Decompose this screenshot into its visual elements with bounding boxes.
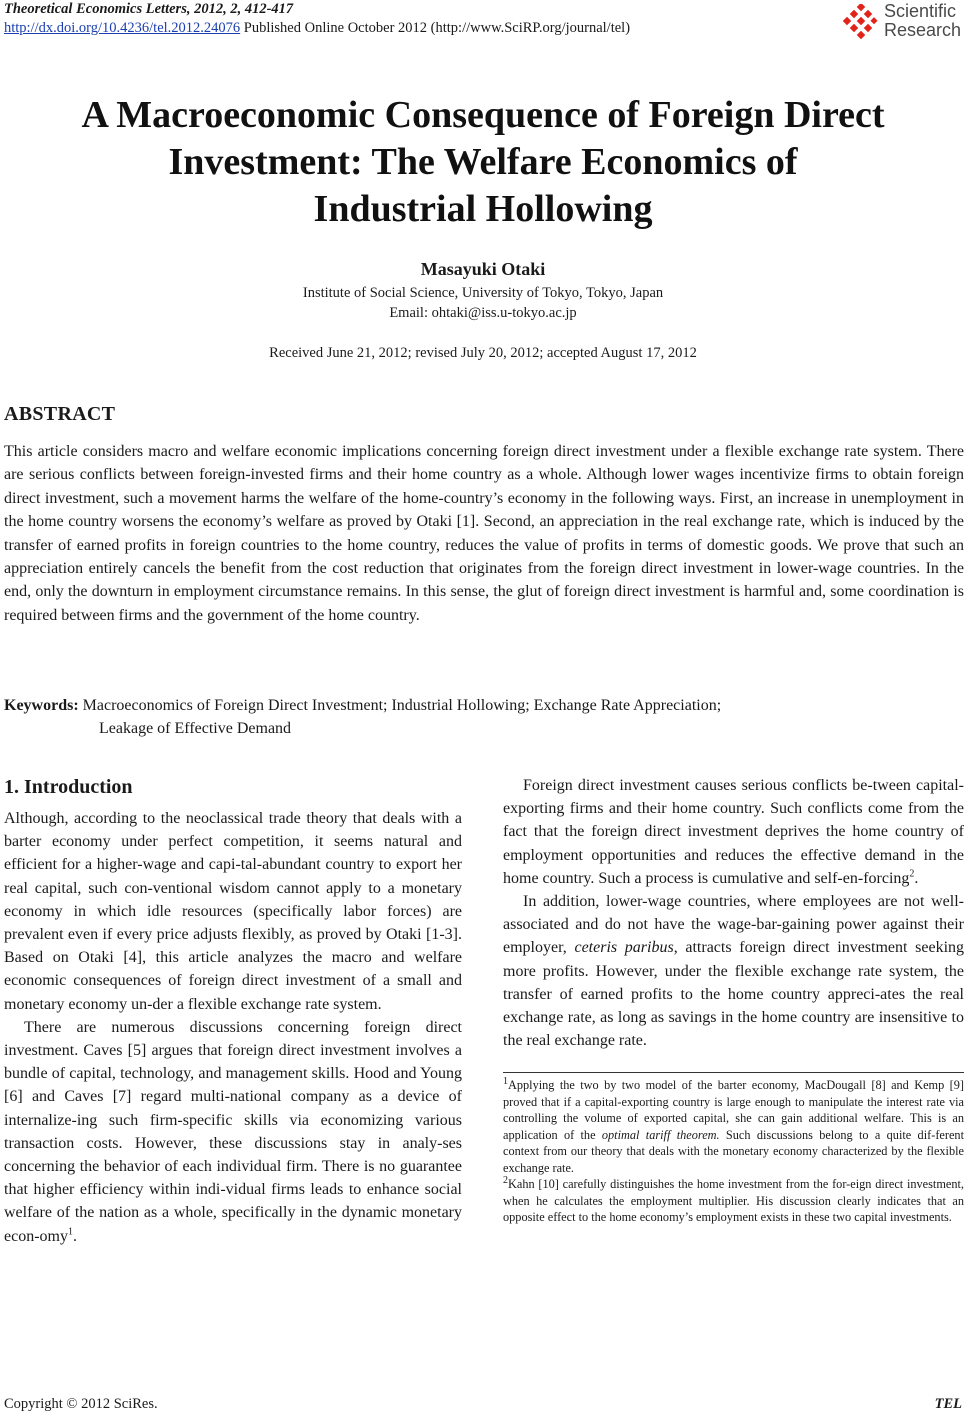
- scientific-research-logo: [842, 2, 962, 42]
- title-line: Investment: The Welfare Economics of: [168, 141, 798, 183]
- author-email: Email: ohtaki@iss.u-tokyo.ac.jp: [389, 305, 577, 321]
- logo-line-research: Research: [884, 20, 962, 40]
- abstract-text: This article considers macro and welfare economic implications concerning foreign direct investment under a flexible exchange rate system. There are serious conflicts between foreign-invested firms and their home country as a whole. Although lower wages incentivize firms to obtain foreign direct investment, such a movement harms the welfare of the home-country’s economy in the following ways. First, an increase in unemployment in the home country worsens the economy’s welfare as proved by Otaki [1]. Second, an appreciation in the real exchange rate, which is induced by the transfer of earned profits in foreign countries to the home country, reduces the value of profits in terms of domestic goods. We prove that such an appreciation entirely cancels the benefit from the cost reduction that originates from the foreign direct investment in lower-wage countries. In the end, only the downturn in employment circumstance remains. In this sense, the glut of foreign direct investment is harmful and, some coordination is required between firms and the government of the home country.: [4, 443, 964, 624]
- footnote-ref-2[interactable]: 2: [909, 868, 915, 880]
- journal-header: [4, 0, 630, 38]
- intro-paragraph-3-end: .: [914, 869, 919, 887]
- intro-paragraph-1: Although, according to the neoclassical trade theory that deals with a barter economy under perfect competition, it seems natural and efficient for a higher-wage and capi-tal-abundant country to export her real capital, such con-ventional wisdom cannot apply to a monetary economy in which idle resources (specifically labor forces) are prevalent even if every price adjusts flexibly, as proved by Otaki [1-3]. Based on Otaki [4], this article analyzes the macro and welfare economic consequences of foreign direct investment of a small and monetary economy un-der a flexible exchange rate system.: [4, 810, 462, 1013]
- journal-abbreviation: TEL: [934, 1396, 962, 1412]
- section-heading-introduction: 1. Introduction: [4, 776, 133, 798]
- right-column: [503, 774, 964, 1052]
- title-line: Industrial Hollowing: [313, 188, 653, 230]
- abstract-heading: ABSTRACT: [4, 403, 116, 425]
- logo-wordmark: [884, 2, 961, 40]
- keywords: [4, 694, 964, 737]
- author-name: Masayuki Otaki: [420, 259, 546, 279]
- journal-citation: Theoretical Economics Letters, 2012, 2, 412-417: [4, 1, 294, 17]
- keywords-line-2: Leakage of Effective Demand: [99, 720, 292, 737]
- ceteris-paribus-italic: ceteris paribus: [574, 939, 674, 957]
- doi-line: [4, 19, 630, 38]
- keywords-label: Keywords:: [4, 697, 79, 714]
- intro-paragraph-4-text-b: , attracts foreign direct investment seeking more profits. However, under the flexible exchange rate system, the transfer of earned profits to the home country appreci-ates the real exchange rate, as long as savings in the home country are insensitive to the real exchange rate.: [503, 939, 965, 1050]
- doi-link[interactable]: http://dx.doi.org/10.4236/tel.2012.24076: [4, 20, 241, 36]
- published-text: Published Online October 2012 (http://www.SciRP.org/journal/tel): [240, 20, 631, 36]
- logo-line-scientific: Scientific: [884, 1, 957, 21]
- intro-paragraph-2-text: There are numerous discussions concerning foreign direct investment. Caves [5] argues that foreign direct investment involves a bundle of capital, technology, and management skills. Hood and Young [6] and Caves [7] regard multi-national company as a device of internalize-ing such firm-specific skills via economizing various transaction costs. However, these discussions stay in analy-ses concerning the behavior of each individual firm. There is no guarantee that higher efficiency within indi-vidual firms leads to enhance social welfare of the nation as a whole, specifically in the dynamic monetary econ-omy: [4, 1018, 462, 1245]
- intro-paragraph-4: [503, 890, 964, 1052]
- paper-title: [40, 92, 926, 233]
- intro-paragraph-3-text: Foreign direct investment causes serious conflicts be-tween capital-exporting firms and their home country. Such conflicts come from the fact that the foreign direct investment deprives the home country of employment opportunities and reduces the effective demand in the home country. Such a process is cumulative and self-en-forcing: [503, 777, 964, 887]
- intro-paragraph-4-text-a: In addition, lower-wage countries, where employees are not well-associated and do not have the wage-bar-gaining power against their employer,: [503, 893, 964, 957]
- left-column: [4, 774, 462, 1248]
- title-line: A Macroeconomic Consequence of Foreign Direct: [81, 94, 885, 136]
- author-affiliation: [0, 283, 966, 323]
- footnote-1-text-a: Applying the two by two model of the barter economy, MacDougall [8] and Kemp [9] proved that if a capital-exporting country is large enough to manipulate the interest rate via controlling the volume of exported capital, she can gain additional welfare. This is an application of the: [503, 1078, 964, 1142]
- copyright-notice: Copyright © 2012 SciRes.: [4, 1396, 158, 1412]
- keywords-line-1: Macroeconomics of Foreign Direct Investment; Industrial Hollowing; Exchange Rate Appreciation;: [78, 697, 722, 714]
- affiliation-text: Institute of Social Science, University of Tokyo, Tokyo, Japan: [302, 285, 664, 301]
- footnote-1-italic: optimal tariff theorem.: [601, 1127, 720, 1142]
- intro-paragraph-2-end: .: [72, 1227, 77, 1245]
- intro-paragraph-3: [503, 774, 964, 890]
- footnote-2-text: Kahn [10] carefully distinguishes the home investment from the for-eign direct investment, when he calculates the employment multiplier. His discussion clearly indicates that an opposite effect to the home economy’s employment exists in these two capital investments.: [503, 1177, 964, 1224]
- footnote-1-number: 1: [503, 1075, 508, 1087]
- footnote-ref-1[interactable]: 1: [67, 1226, 73, 1238]
- received-dates: Received June 21, 2012; revised July 20, 2012; accepted August 17, 2012: [269, 345, 697, 361]
- footnote-2: [503, 1176, 964, 1226]
- footnote-1: [503, 1077, 964, 1176]
- scirp-logo-icon: [842, 4, 878, 40]
- footnote-2-number: 2: [503, 1174, 508, 1186]
- intro-paragraph-2: [4, 1016, 462, 1248]
- footnote-1-text-b: Such discussions belong to a quite dif-ferent context from our theory that deals with the monetary economy characterized by the flexible exchange rate.: [503, 1127, 964, 1175]
- footnotes: [503, 1072, 964, 1226]
